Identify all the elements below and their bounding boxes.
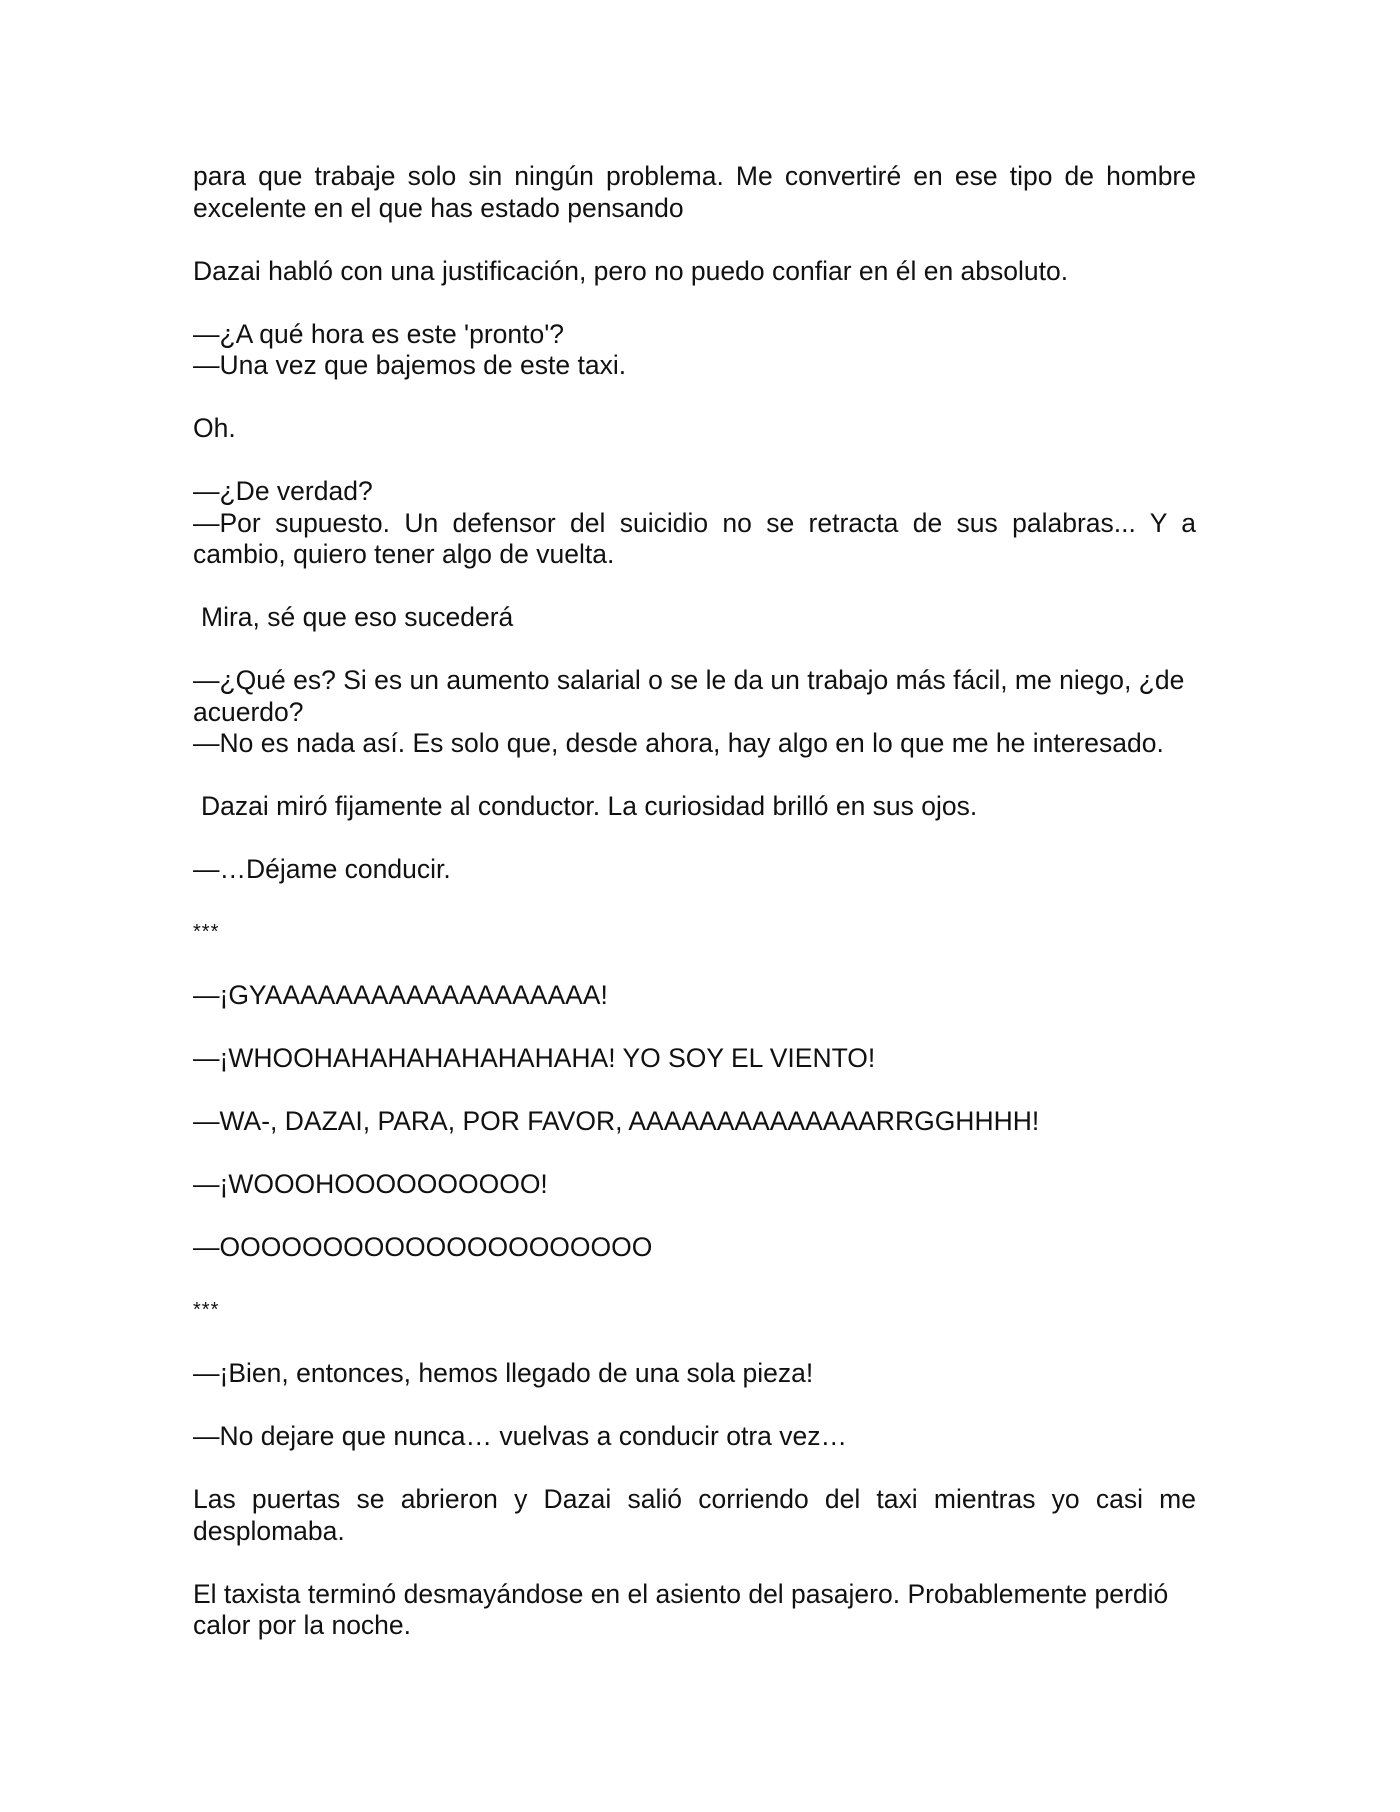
- paragraph: [193, 1421, 1196, 1453]
- scene-separator: [193, 917, 1196, 949]
- text-line: —OOOOOOOOOOOOOOOOOOOOO: [193, 1232, 653, 1262]
- text-line: —¡WHOOHAHAHAHAHAHAHAHA! YO SOY EL VIENTO!: [193, 1043, 876, 1073]
- paragraph: [193, 1358, 1196, 1390]
- text-line: —¿Qué es? Si es un aumento salarial o se le da un trabajo más fácil, me niego, ¿de acuerdo?: [193, 665, 1185, 727]
- paragraph: [193, 1169, 1196, 1201]
- paragraph: [193, 256, 1196, 288]
- paragraph: [193, 980, 1196, 1012]
- paragraph: [193, 161, 1196, 224]
- text-line: —¡Bien, entonces, hemos llegado de una sola pieza!: [193, 1358, 814, 1388]
- scene-separator: [193, 1295, 1196, 1327]
- paragraph: [193, 854, 1196, 886]
- text-line: —WA-, DAZAI, PARA, POR FAVOR, AAAAAAAAAAAAAARRGGHHHH!: [193, 1106, 1040, 1136]
- document-body: [193, 161, 1196, 1642]
- text-line: Las puertas se abrieron y Dazai salió corriendo del taxi mientras yo casi me desplomaba.: [193, 1484, 1196, 1546]
- paragraph: [193, 319, 1196, 382]
- text-line: —¿A qué hora es este 'pronto'?: [193, 318, 565, 349]
- text-line: para que trabaje solo sin ningún problema. Me convertiré en ese tipo de hombre excelente en el que has estado pensando: [193, 161, 1196, 223]
- paragraph: [193, 602, 1196, 634]
- text-line: —…Déjame conducir.: [193, 854, 451, 884]
- text-line: —¡GYAAAAAAAAAAAAAAAAAAA!: [193, 980, 608, 1010]
- text-line: —Por supuesto. Un defensor del suicidio no se retracta de sus palabras... Y a cambio, quiero tener algo de vuelta.: [193, 507, 1196, 569]
- text-line: Mira, sé que eso sucederá: [201, 602, 514, 632]
- text-line: Dazai habló con una justificación, pero no puedo confiar en él en absoluto.: [193, 255, 1069, 286]
- text-line: —¡WOOOHOOOOOOOOOO!: [193, 1169, 548, 1199]
- text-line: ***: [193, 1299, 220, 1321]
- text-line: —¿De verdad?: [193, 476, 373, 506]
- paragraph: [193, 1579, 1196, 1642]
- text-line: Oh.: [193, 413, 236, 443]
- text-line: —No dejare que nunca… vuelvas a conducir otra vez…: [193, 1421, 848, 1451]
- text-line: Dazai miró fijamente al conductor. La curiosidad brilló en sus ojos.: [201, 791, 978, 821]
- text-line: —Una vez que bajemos de este taxi.: [193, 350, 627, 380]
- paragraph: [193, 1043, 1196, 1075]
- paragraph: [193, 1232, 1196, 1264]
- paragraph: [193, 476, 1196, 571]
- text-line: El taxista terminó desmayándose en el asiento del pasajero. Probablemente perdió calor por la noche.: [193, 1578, 1169, 1640]
- paragraph: [193, 1484, 1196, 1547]
- paragraph: [193, 413, 1196, 445]
- text-line: ***: [193, 921, 220, 943]
- text-line: —No es nada así. Es solo que, desde ahora, hay algo en lo que me he interesado.: [193, 728, 1164, 758]
- paragraph: [193, 791, 1196, 823]
- paragraph: [193, 1106, 1196, 1138]
- paragraph: [193, 665, 1196, 760]
